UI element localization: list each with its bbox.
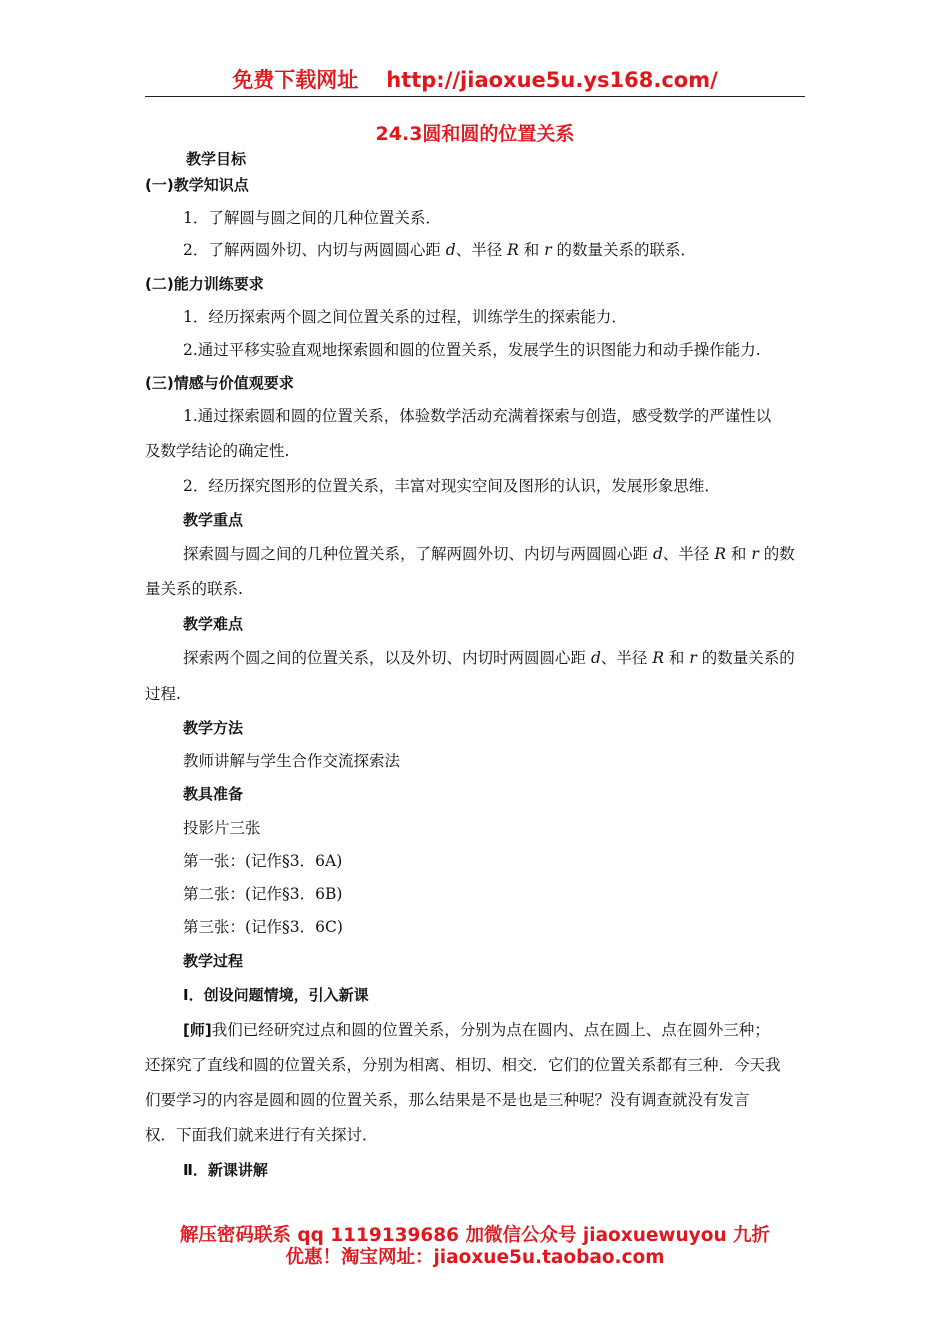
- difficulty-line-2: 过程.: [145, 685, 181, 703]
- ability-item-1: 1．经历探索两个圆之间位置关系的过程，训练学生的探索能力．: [183, 308, 627, 326]
- ability-item-2: 2.通过平移实验直观地探索圆和圆的位置关系，发展学生的识图能力和动手操作能力.: [183, 341, 761, 359]
- knowledge-item-2: 2．了解两圆外切、内切与两圆圆心距 d、半径 R 和 r 的数量关系的联系．: [183, 241, 697, 259]
- footer-line-2: 优惠！淘宝网址：jiaoxue5u.taobao.com: [285, 1247, 665, 1268]
- difficulty-heading: 教学难点: [183, 615, 244, 633]
- paragraph-1-line4: 权．下面我们就来进行有关探讨．: [145, 1126, 378, 1144]
- header-url[interactable]: http://jiaoxue5u.ys168.com/: [386, 68, 718, 92]
- knowledge-item-1: 1．了解圆与圆之间的几种位置关系．: [183, 209, 441, 227]
- slide-1: 第一张：(记作§3．6A): [183, 852, 343, 870]
- tools-text: 投影片三张: [183, 819, 261, 837]
- goals-heading: 教学目标: [186, 150, 247, 168]
- knowledge-heading: (一)教学知识点: [145, 176, 249, 194]
- footer-line-1: 解压密码联系 qq 1119139686 加微信公众号 jiaoxuewuyou 九折: [179, 1225, 771, 1246]
- ability-heading: (二)能力训练要求: [145, 275, 264, 293]
- step-2-heading: Ⅱ．新课讲解: [183, 1161, 268, 1179]
- method-heading: 教学方法: [183, 719, 244, 737]
- step-1-heading: Ⅰ．创设问题情境，引入新课: [183, 986, 369, 1004]
- slide-3: 第三张：(记作§3．6C): [183, 918, 343, 936]
- tools-heading: 教具准备: [183, 785, 244, 803]
- paragraph-1-line2: 还探究了直线和圆的位置关系，分别为相离、相切、相交．它们的位置关系都有三种．今天我: [145, 1056, 781, 1074]
- paragraph-1-line1: [师]我们已经研究过点和圆的位置关系，分别为点在圆内、点在圆上、点在圆外三种；: [183, 1021, 770, 1039]
- method-text: 教师讲解与学生合作交流探索法: [183, 752, 401, 770]
- emotion-heading: (三)情感与价值观要求: [145, 374, 294, 392]
- page-header: [145, 64, 805, 97]
- paragraph-1-line3: 们要学习的内容是圆和圆的位置关系，那么结果是不是也是三种呢？没有调查就没有发言: [145, 1091, 750, 1109]
- teacher-tag: [师]: [183, 1021, 212, 1039]
- header-label: 免费下载网址: [232, 68, 359, 92]
- slide-2: 第二张：(记作§3．6B): [183, 885, 343, 903]
- focus-line-1: 探索圆与圆之间的几种位置关系，了解两圆外切、内切与两圆圆心距 d、半径 R 和 r 的数: [183, 545, 795, 563]
- emotion-item-2: 2．经历探究图形的位置关系，丰富对现实空间及图形的认识，发展形象思维．: [183, 477, 720, 495]
- process-heading: 教学过程: [183, 952, 244, 970]
- focus-line-2: 量关系的联系.: [145, 580, 243, 598]
- focus-heading: 教学重点: [183, 511, 244, 529]
- difficulty-line-1: 探索两个圆之间的位置关系，以及外切、内切时两圆圆心距 d、半径 R 和 r 的数量关系的: [183, 649, 795, 667]
- emotion-item-1-line1: 1.通过探索圆和圆的位置关系，体验数学活动充满着探索与创造，感受数学的严谨性以: [183, 407, 772, 425]
- page-title: 24.3圆和圆的位置关系: [375, 123, 575, 145]
- emotion-item-1-line2: 及数学结论的确定性.: [145, 442, 290, 460]
